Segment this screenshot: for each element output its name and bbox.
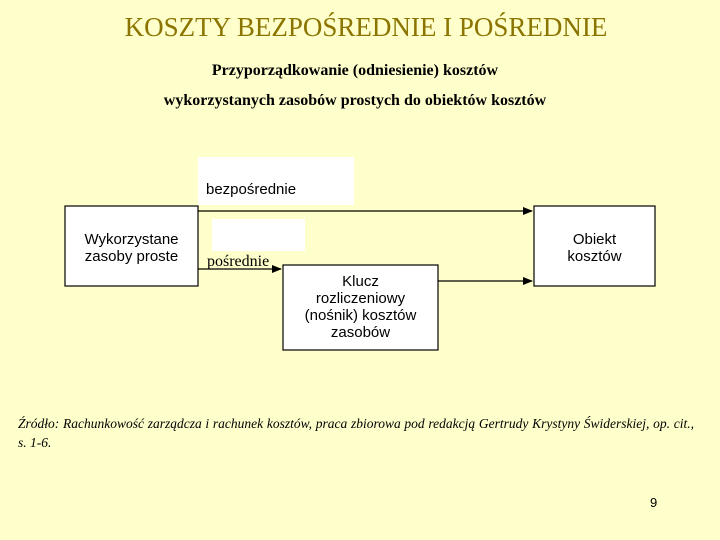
direct-costs-label: bezpośrednie	[206, 181, 297, 198]
source-citation: Źródło: Rachunkowość zarządcza i rachunek kosztów, praca zbiorowa pod redakcją Gertrudy Krystyny Świderskiej, op. cit., s. 1-6.	[18, 416, 694, 450]
allocation-key-box-label: Klucz rozliczeniowy (nośnik) kosztów zasobów	[304, 273, 417, 341]
diagram-subtitle-line1: Przyporządkowanie (odniesienie) kosztów	[211, 62, 499, 79]
page-number: 9	[650, 495, 658, 510]
indirect-costs-label: pośrednie	[207, 253, 270, 270]
diagram-subtitle-line2: wykorzystanych zasobów prostych do obiektów kosztów	[163, 92, 547, 109]
cost-object-box-label: Obiekt kosztów	[567, 231, 622, 265]
resources-box-label: Wykorzystane zasoby proste	[84, 231, 179, 265]
slide-title: KOSZTY BEZPOŚREDNIE I POŚREDNIE	[124, 12, 608, 42]
indirect-label-background	[212, 219, 305, 251]
